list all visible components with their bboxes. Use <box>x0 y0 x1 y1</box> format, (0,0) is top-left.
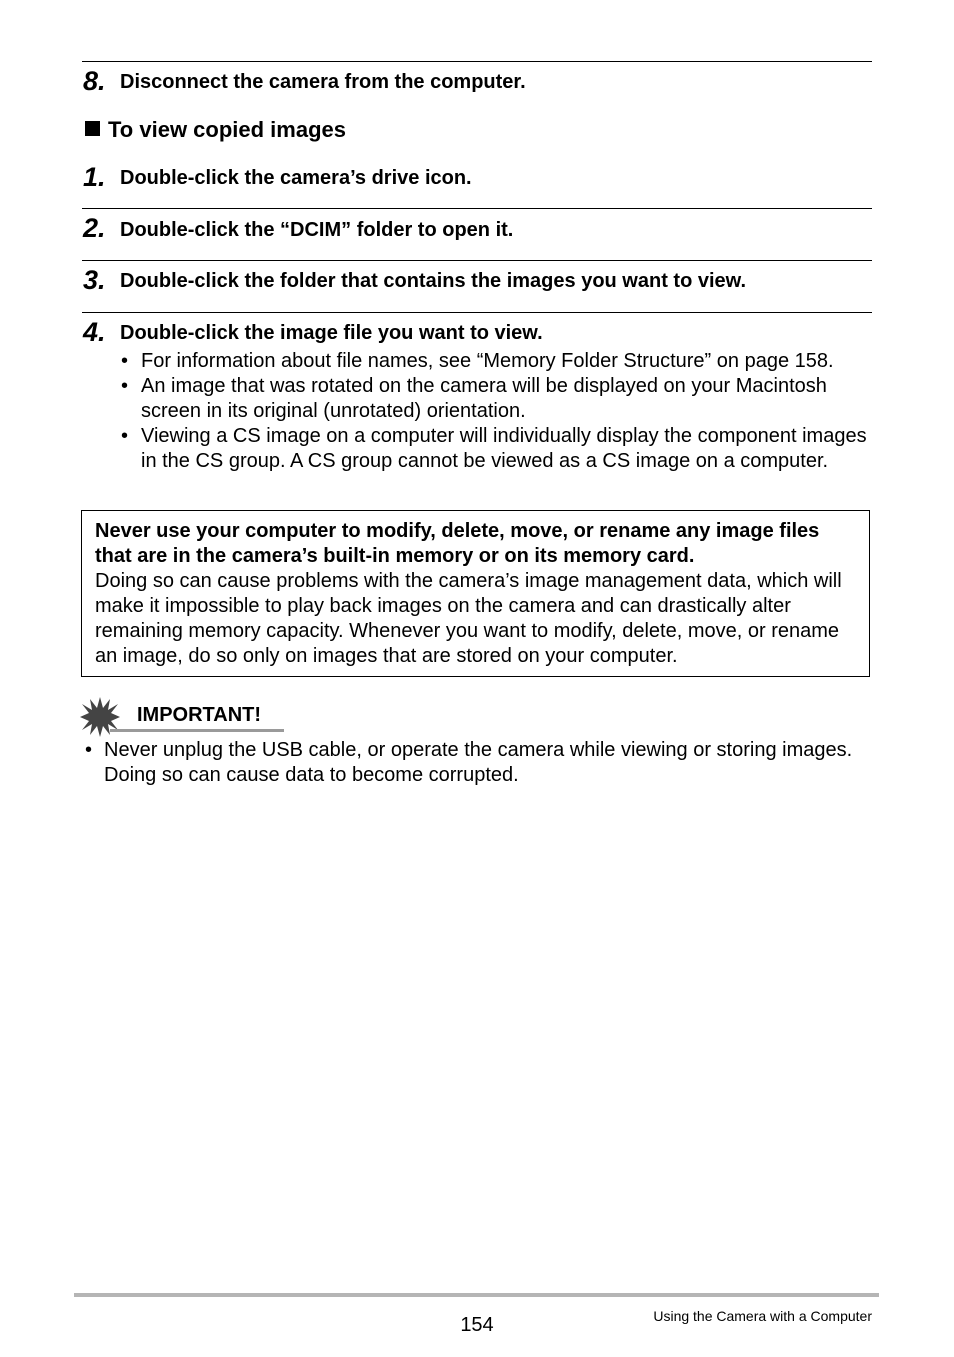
list-item: • An image that was rotated on the camera will be displayed on your Macintosh screen in its original (unrotated) orientation. <box>121 375 827 422</box>
step-number: 8. <box>83 66 106 96</box>
step-divider <box>82 208 872 209</box>
top-divider <box>82 61 872 62</box>
section-title: To view copied images <box>108 117 346 142</box>
step-divider <box>82 260 872 261</box>
step-number: 4. <box>83 317 106 347</box>
square-bullet-icon <box>85 121 100 136</box>
footer-section-title: Using the Camera with a Computer <box>653 1308 872 1324</box>
step-bullet-list <box>121 349 881 474</box>
step-text: Double-click the folder that contains the images you want to view. <box>120 270 747 292</box>
bullet-icon: • <box>121 425 129 447</box>
warning-box <box>81 510 870 677</box>
step-text: Double-click the “DCIM” folder to open it. <box>120 219 514 241</box>
important-underline <box>110 729 284 732</box>
step-text: Double-click the image file you want to view. <box>120 322 543 344</box>
footer-divider <box>74 1293 879 1297</box>
section-heading <box>85 116 346 144</box>
important-header <box>80 697 285 735</box>
warning-heading: Never use your computer to modify, delete, move, or rename any image files that are in the camera’s built-in memory or on its memory card. <box>95 520 820 567</box>
list-item: • Never unplug the USB cable, or operate the camera while viewing or storing images. Doing so can cause data to become corrupted. <box>85 739 853 786</box>
step-text: Double-click the camera’s drive icon. <box>120 167 472 189</box>
list-item: • For information about file names, see “Memory Folder Structure” on page 158. <box>121 350 834 372</box>
important-bullet-list <box>85 738 875 788</box>
bullet-icon: • <box>121 350 129 372</box>
step-text: Disconnect the camera from the computer. <box>120 71 526 93</box>
bullet-icon: • <box>121 375 129 397</box>
page-number: 154 <box>460 1314 494 1336</box>
step-number: 1. <box>83 162 106 192</box>
bullet-icon: • <box>85 739 93 761</box>
step-number: 3. <box>83 265 106 295</box>
list-item: • Viewing a CS image on a computer will individually display the component images in the CS group. A CS group cannot be viewed as a CS image on a computer. <box>121 425 867 472</box>
step-divider <box>82 312 872 313</box>
warning-body: Doing so can cause problems with the camera’s image management data, which will make it impossible to play back images on the camera and can drastically alter remaining memory capacity. Whenever you want to modify, delete, move, or rename an image, do so only on images that are stored on your computer. <box>95 570 842 667</box>
step-number: 2. <box>83 213 106 243</box>
important-label: IMPORTANT! <box>137 704 262 726</box>
